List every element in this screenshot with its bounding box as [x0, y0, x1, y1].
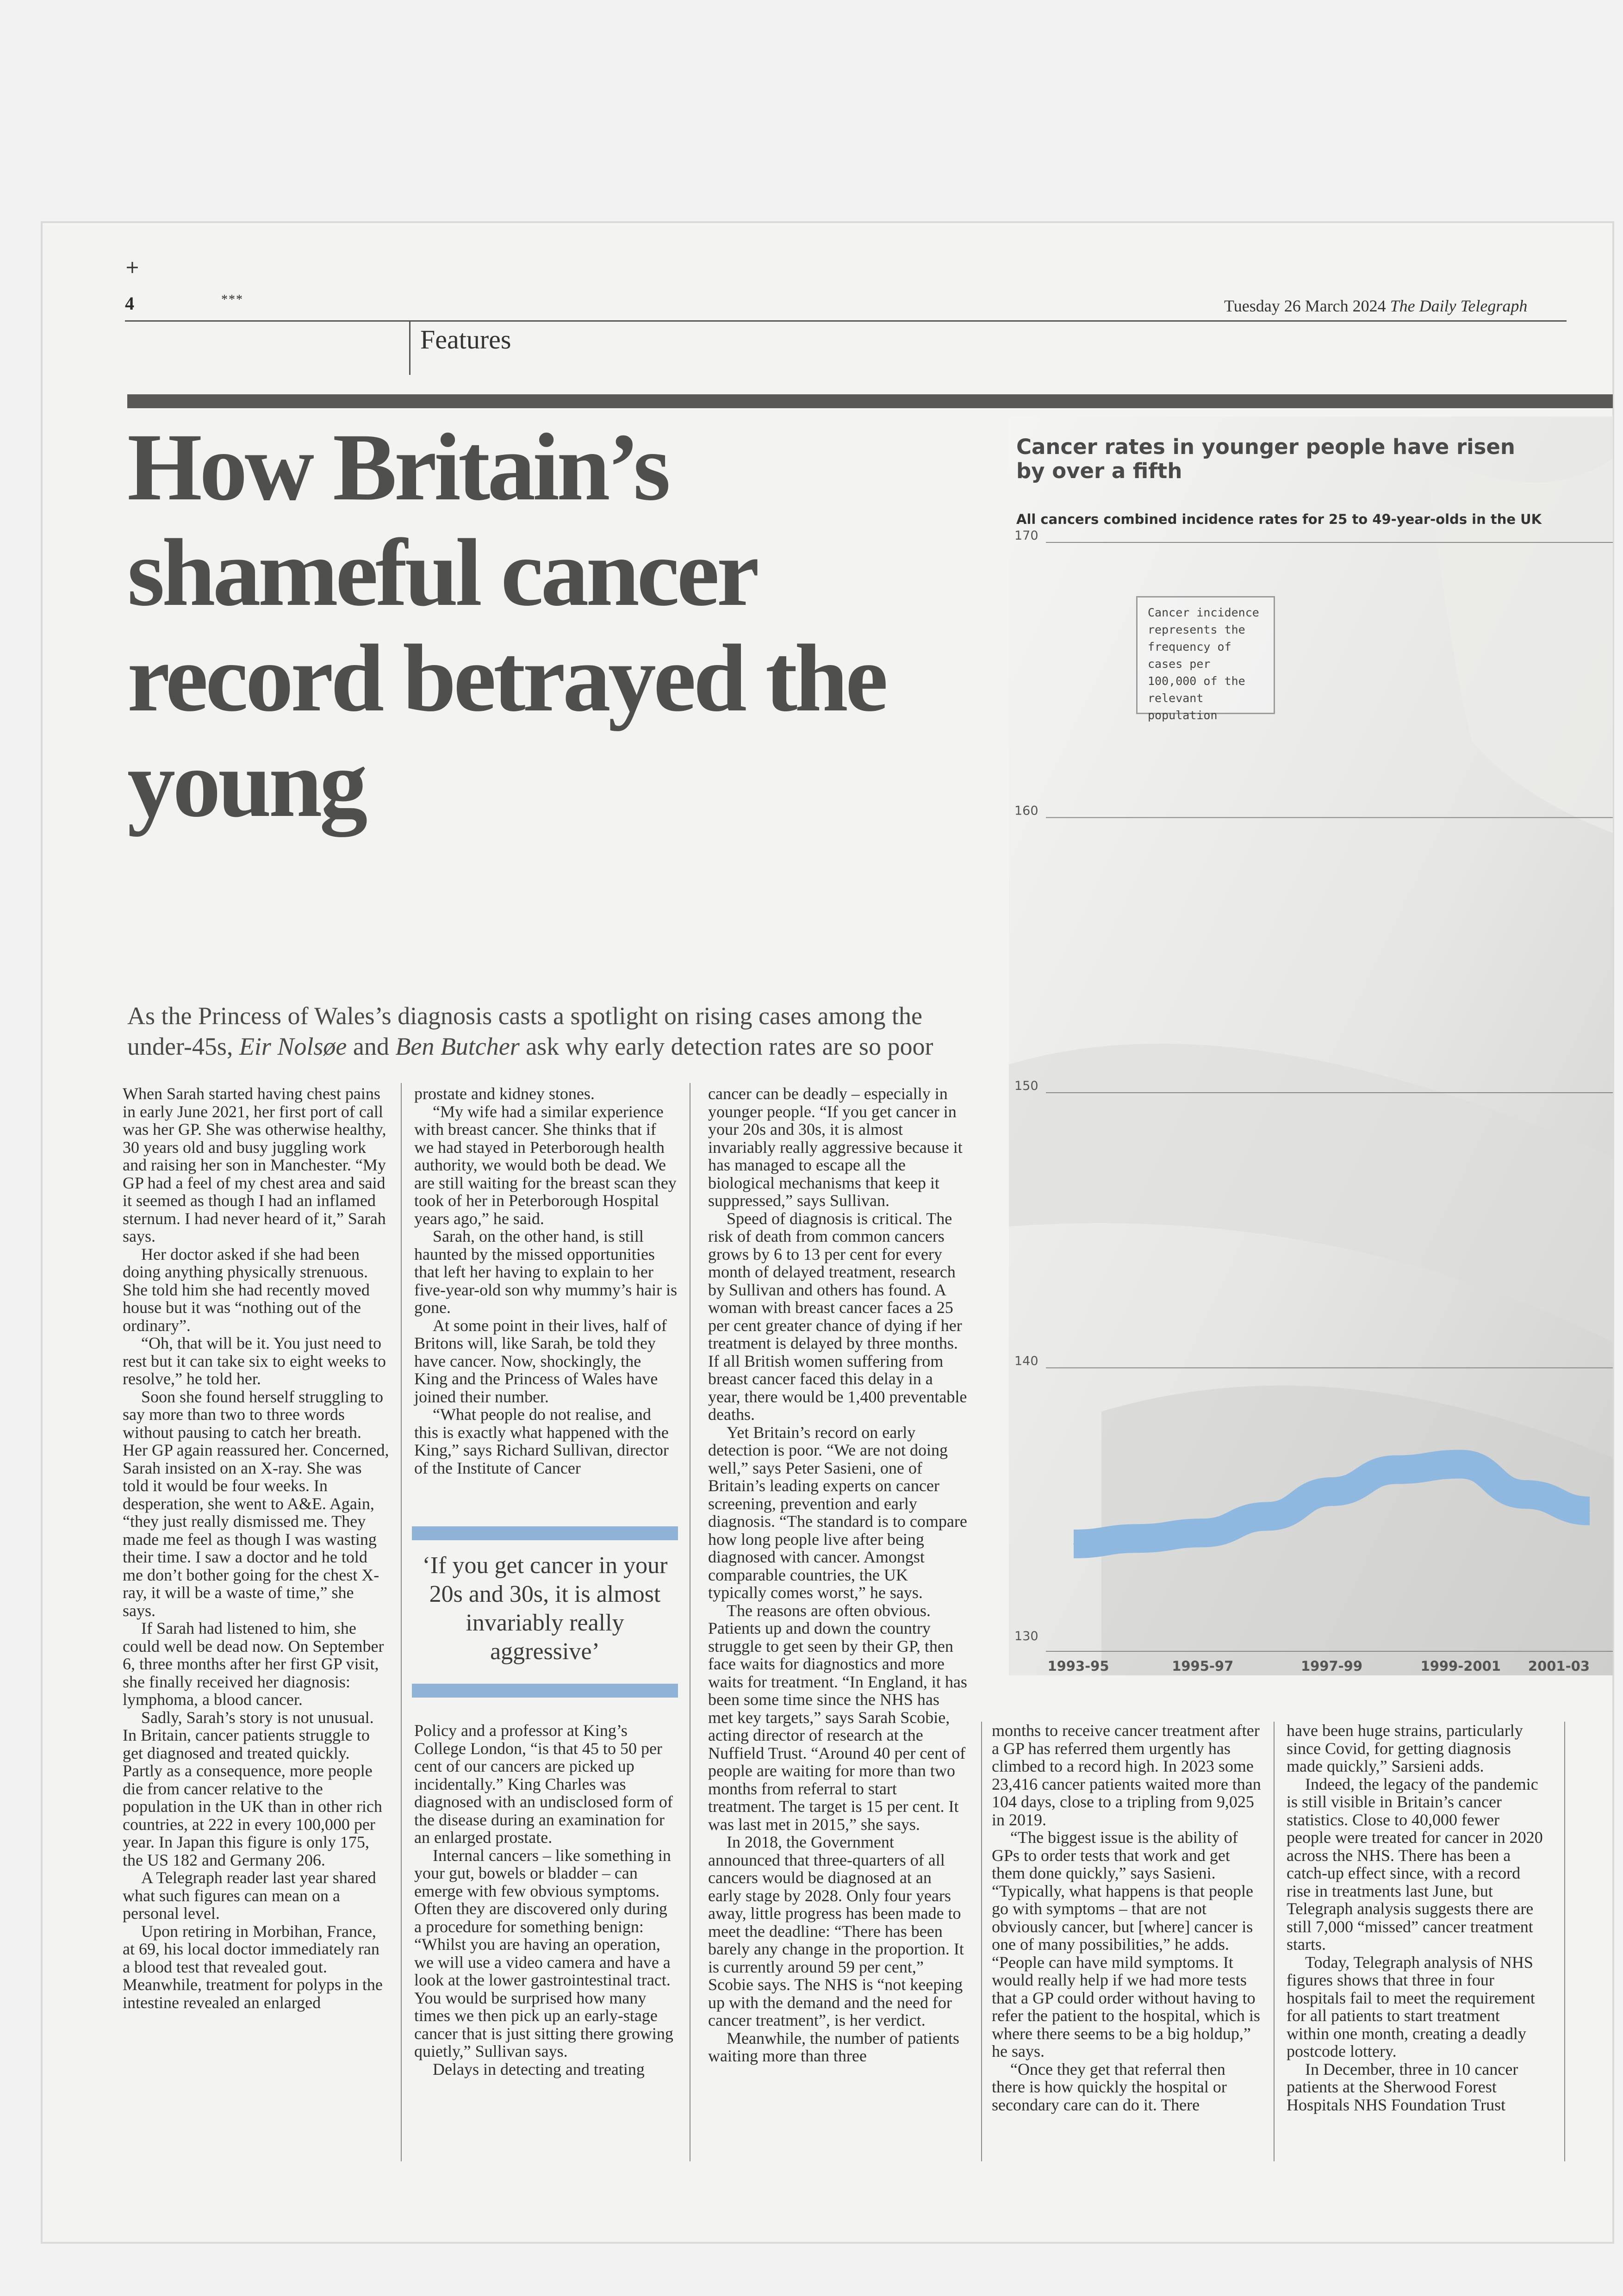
chart-ytick-label: 160 [1014, 803, 1038, 818]
article-paragraph: At some point in their lives, half of Britons will, like Sarah, be told they have cancer. Now, shockingly, the King and the Princess of Wales have joined their number. [414, 1316, 667, 1406]
section-divider [409, 320, 410, 375]
chart-xtick-label: 1995-97 [1172, 1658, 1234, 1674]
article-paragraph: Indeed, the legacy of the pandemic is still visible in Britain’s cancer statistics. Close to 40,000 fewer people were treated for cancer in 2020 across the NHS. There has been a catch-up effect since, with a record rise in treatments last June, but Telegraph analysis suggests there are still 7,000 “missed” cancer treatment starts. [1287, 1774, 1543, 1954]
chart-xtick-label: 1999-2001 [1420, 1658, 1501, 1674]
column-rule [1564, 1722, 1565, 2161]
article-paragraph: “Oh, that will be it. You just need to rest but it can take six to eight weeks to resolve,” he told her. [123, 1334, 386, 1388]
article-paragraph: Delays in detecting and treating [433, 2060, 645, 2078]
chart-ytick-label: 150 [1014, 1079, 1038, 1093]
author-1: Eir Nolsøe [239, 1033, 347, 1060]
column-rule [401, 1083, 402, 2161]
article-column-4 [992, 1722, 1262, 2114]
edition-stars: *** [221, 292, 243, 307]
chart-data-point [1202, 1532, 1203, 1533]
chart-canvas [1009, 417, 1613, 1675]
chart-title: Cancer rates in younger people have risen by over a fifth [1016, 435, 1515, 483]
chart-data-point [1396, 1469, 1397, 1470]
chart-data-point [1589, 1511, 1590, 1512]
article-paragraph: Today, Telegraph analysis of NHS figures shows that three in four hospitals fail to meet the requirement for all patients to start treatment within one month, creating a deadly postcode lottery. [1287, 1953, 1535, 2060]
article-column-2-bottom [414, 1722, 678, 2078]
article-column-3 [708, 1085, 967, 2065]
section-label: Features [420, 324, 511, 355]
chart-xtick-label: 1993-95 [1047, 1658, 1109, 1674]
standfirst-and: and [353, 1033, 389, 1060]
crop-mark: + [125, 257, 140, 277]
pull-quote-bar-bottom [412, 1684, 678, 1698]
article-paragraph: In December, three in 10 cancer patients at the Sherwood Forest Hospitals NHS Foundation Trust [1287, 2060, 1518, 2114]
chart-ytick-label: 140 [1014, 1354, 1038, 1369]
article-paragraph: prostate and kidney stones. [414, 1084, 595, 1103]
article-paragraph: “What people do not realise, and this is exactly what happened with the King,” says Richard Sullivan, director of the Institute of Cancer [414, 1405, 669, 1477]
chart-data-point [1073, 1543, 1074, 1544]
standfirst-tail: ask why early detection rates are so poor [526, 1033, 933, 1060]
page-number: 4 [125, 293, 134, 314]
column-rule [981, 1722, 982, 2161]
article-paragraph: If Sarah had listened to him, she could well be dead now. On September 6, three months after her first GP visit, she finally received her diagnosis: lymphoma, a blood cancer. [123, 1619, 384, 1709]
standfirst-lead: As the Princess of Wales’s diagnosis casts a spotlight on rising cases among the under-45s, [127, 1002, 922, 1060]
chart-xtick-label: 2001-03 [1528, 1658, 1590, 1674]
masthead-name: The Daily Telegraph [1390, 297, 1528, 315]
article-paragraph: Meanwhile, the number of patients waiting more than three [708, 2028, 959, 2065]
article-paragraph: Upon retiring in Morbihan, France, at 69, his local doctor immediately ran a blood test that revealed gout. Meanwhile, treatment for polyps in the intestine revealed an enlarged [123, 1922, 383, 2012]
chart-data-point [1460, 1464, 1461, 1465]
chart-data-point [1331, 1491, 1332, 1492]
article-paragraph: Yet Britain’s record on early detection is poor. “We are not doing well,” says Peter Sasieni, one of Britain’s leading experts on cancer screening, prevention and early diagnosis. “The standard is to compare how long people live after being diagnosed with cancer. Amongst comparable countries, the UK typically comes worst,” he says. [708, 1423, 967, 1602]
column-rule [1274, 1722, 1275, 2161]
article-column-2-top [414, 1085, 678, 1477]
article-paragraph: Sarah, on the other hand, is still haunted by the missed opportunities that left her having to explain to her five-year-old son why mummy’s hair is gone. [414, 1227, 678, 1317]
article-paragraph: have been huge strains, particularly since Covid, for getting diagnosis made quickly,” Sarsieni adds. [1287, 1721, 1523, 1775]
article-paragraph: Internal cancers – like something in your gut, bowels or bladder – can emerge with few obvious symptoms. Often they are discovered only during a procedure for something benign: “Whilst you are having an operation, we will use a video camera and have a look at the lower gastrointestinal tract. You would be surprised how many times we then pick up an early-stage cancer that is just sitting there growing quietly,” Sullivan says. [414, 1846, 673, 2060]
article-paragraph: Soon she found herself struggling to say more than two to three words without pausing to catch her breath. Her GP again reassured her. Concerned, Sarah insisted on an X-ray. She was told it would be four weeks. In desperation, she went to A&E. Again, “they just really dismissed me. They made me feel as though I was wasting their time. I saw a doctor and he told me don’t bother going for the chest X-ray, it will be a waste of time,” she says. [123, 1387, 389, 1620]
article-paragraph: cancer can be deadly – especially in younger people. “If you get cancer in your 20s and 30s, it is almost invariably really aggressive because it has managed to escape all the biological mechanisms that keep it suppressed,” says Sullivan. [708, 1084, 963, 1210]
chart-xtick-label: 1997-99 [1300, 1658, 1363, 1674]
article-paragraph: When Sarah started having chest pains in early June 2021, her first port of call was her GP. She was otherwise healthy, 30 years old and busy juggling work and raising her son in Manchester. “My GP had a feel of my chest area and said it seemed as though I had an inflamed sternum. I had never heard of it,” Sarah says. [123, 1084, 386, 1245]
article-paragraph: The reasons are often obvious. Patients up and down the country struggle to get seen by their GP, then face waits for diagnostics and more waits for treatment. “In England, it has been some time since the NHS has met key targets,” says Sarah Scobie, acting director of research at the Nuffield Trust. “Around 40 per cent of people are waiting for more than two months from referral to start treatment. The target is 15 per cent. It was last met in 2015,” she says. [708, 1601, 967, 1834]
headline: How Britain’s shameful cancer record betrayed the young [127, 414, 886, 837]
chart-ytick-label: 170 [1014, 529, 1038, 543]
article-paragraph: “The biggest issue is the ability of GPs to order tests that work and get them done quickly,” says Sasieni. “Typically, what happens is that people go with symptoms – that are not obviously cancer, but [where] cancer is one of many possibilities,” he adds. “People can have mild symptoms. It would really help if we had more tests that a GP could order without having to refer the patient to the hospital, which is where there seems to be a big holdup,” he says. [992, 1828, 1260, 2060]
article-paragraph: “My wife had a similar experience with breast cancer. She thinks that if we had stayed in Peterborough health authority, we would both be dead. We are still waiting for the breast scan they took of her in Peterborough Hospital years ago,” he said. [414, 1102, 677, 1228]
article-paragraph: Policy and a professor at King’s College London, “is that 45 to 50 per cent of our cancers are picked up incidentally.” King Charles was diagnosed with an undisclosed form of the disease during an examination for an enlarged prostate. [414, 1721, 673, 1847]
article-column-1 [123, 1085, 390, 2011]
pull-quote-bar-top [412, 1526, 678, 1540]
headline-bar [127, 394, 1613, 408]
article-column-5 [1287, 1722, 1546, 2114]
chart-annotation: Cancer incidence represents the frequency of cases per 100,000 of the relevant population [1136, 596, 1275, 714]
article-paragraph: Her doctor asked if she had been doing anything physically strenuous. She told him she had recently moved house but it was “nothing out of the ordinary”. [123, 1244, 370, 1335]
article-paragraph: Speed of diagnosis is critical. The risk of death from common cancers grows by 6 to 13 per cent for every month of delayed treatment, research by Sullivan and others has found. A woman with breast cancer faces a 25 per cent greater chance of dying if her treatment is delayed by three months. If all British women suffering from breast cancer faced this delay in a year, there would be 1,400 preventable deaths. [708, 1209, 967, 1424]
author-2: Ben Butcher [395, 1033, 520, 1060]
article-paragraph: “Once they get that referral then there is how quickly the hospital or secondary care can do it. There [992, 2060, 1227, 2114]
article-paragraph: Sadly, Sarah’s story is not unusual. In Britain, cancer patients struggle to get diagnosed and treated quickly. Partly as a consequence, more people die from cancer relative to the population in the UK than in other rich countries, at 222 in every 100,000 per year. In Japan this figure is only 175, the US 182 and Germany 206. [123, 1708, 382, 1869]
chart-subtitle: All cancers combined incidence rates for 25 to 49-year-olds in the UK [1016, 511, 1542, 527]
incidence-chart [1009, 417, 1613, 1675]
page-date [1224, 296, 1527, 316]
chart-data-point [1267, 1516, 1268, 1517]
article-paragraph: months to receive cancer treatment after a GP has referred them urgently has climbed to a record high. In 2023 some 23,416 cancer patients waited more than 104 days, close to a tripling from 9,025 in 2019. [992, 1721, 1261, 1829]
date-text: Tuesday 26 March 2024 [1224, 297, 1386, 315]
chart-data-point [1525, 1494, 1526, 1495]
article-paragraph: A Telegraph reader last year shared what such figures can mean on a personal level. [123, 1868, 376, 1923]
standfirst [127, 1001, 983, 1062]
chart-ytick-label: 130 [1014, 1629, 1038, 1643]
pull-quote: ‘If you get cancer in your 20s and 30s, it is almost invariably really aggressive’ [422, 1552, 668, 1665]
article-paragraph: In 2018, the Government announced that three-quarters of all cancers would be diagnosed at an early stage by 2028. Only four years away, little progress has been made to meet the deadline: “There has been barely any change in the proportion. It is currently around 59 per cent,” Scobie says. The NHS is “not keeping up with the demand and the need for cancer treatment”, is her verdict. [708, 1833, 964, 2029]
header-rule [125, 320, 1567, 322]
